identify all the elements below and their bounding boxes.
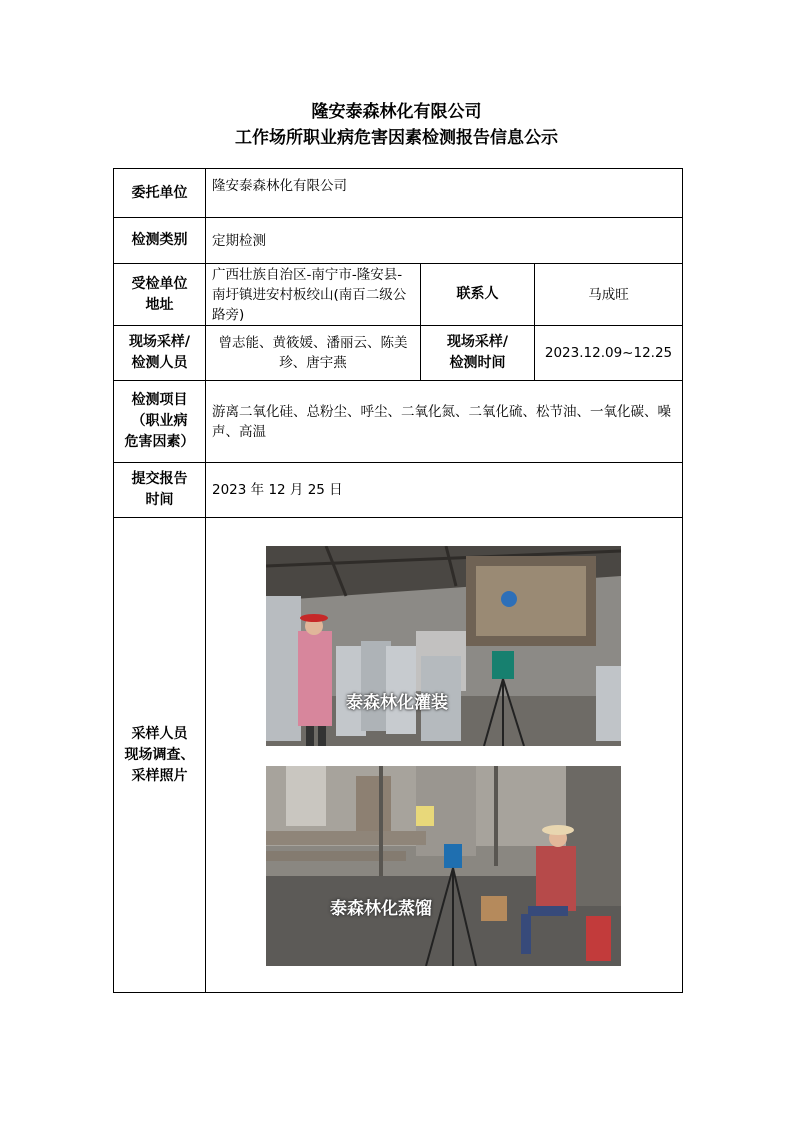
items-label-line2: （职业病: [131, 413, 188, 429]
contact-label: 联系人: [421, 264, 535, 326]
photos-label-line3: 采样照片: [131, 767, 188, 784]
photos-label-line1: 采样人员: [131, 725, 188, 742]
items-label-line3: 危害因素）: [124, 434, 195, 450]
time-label-line2: 检测时间: [449, 355, 506, 371]
time-value: 2023.12.09~12.25: [535, 326, 683, 381]
info-table: [113, 168, 683, 993]
contact-value: 马成旺: [535, 264, 683, 326]
staff-label-line2: 检测人员: [131, 355, 188, 371]
report-value: 2023 年 12 月 25 日: [206, 463, 683, 518]
items-label-line1: 检测项目: [131, 392, 188, 408]
address-label-line2: 地址: [145, 296, 174, 313]
row-type: [114, 218, 683, 264]
row-staff: [114, 326, 683, 381]
photo-distillation-caption: 泰森林化蒸馏: [330, 899, 432, 919]
items-value: 游离二氧化硅、总粉尘、呼尘、二氧化氮、二氧化硫、松节油、一氧化碳、噪声、高温: [206, 381, 683, 463]
items-label: [114, 381, 206, 463]
company-title: 隆安泰森林化有限公司: [311, 102, 482, 122]
photo-filling-caption: 泰森林化灌装: [346, 693, 448, 713]
time-label: [421, 326, 535, 381]
client-value: 隆安泰森林化有限公司: [206, 169, 683, 218]
time-label-line1: 现场采样/: [446, 334, 509, 350]
photo-distillation-image: [266, 766, 621, 966]
photo-filling-image: [266, 546, 621, 746]
staff-label-line1: 现场采样/: [128, 334, 191, 350]
photos-label-line2: 现场调查、: [124, 746, 195, 763]
photo-distillation: [266, 766, 621, 966]
row-items: [114, 381, 683, 463]
type-value: 定期检测: [206, 218, 683, 264]
type-label: 检测类别: [114, 218, 206, 264]
row-report: [114, 463, 683, 518]
photos-cell: [206, 518, 683, 993]
page-title: 工作场所职业病危害因素检测报告信息公示: [235, 128, 558, 148]
row-address: [114, 264, 683, 326]
address-label-line1: 受检单位: [131, 275, 188, 292]
report-label-line1: 提交报告: [131, 471, 188, 487]
photos-area: [206, 518, 682, 992]
row-photos: [114, 518, 683, 993]
client-label: 委托单位: [114, 169, 206, 218]
row-client: [114, 169, 683, 218]
staff-value: 曾志能、黄筱媛、潘丽云、陈美珍、唐宇燕: [206, 326, 421, 381]
address-value: 广西壮族自治区-南宁市-隆安县-南圩镇进安村板绞山(南百二级公路旁): [206, 264, 421, 326]
address-label: [114, 264, 206, 326]
report-label: [114, 463, 206, 518]
photo-filling: [266, 546, 621, 746]
photos-label: [114, 518, 206, 993]
staff-label: [114, 326, 206, 381]
report-label-line2: 时间: [145, 492, 174, 508]
